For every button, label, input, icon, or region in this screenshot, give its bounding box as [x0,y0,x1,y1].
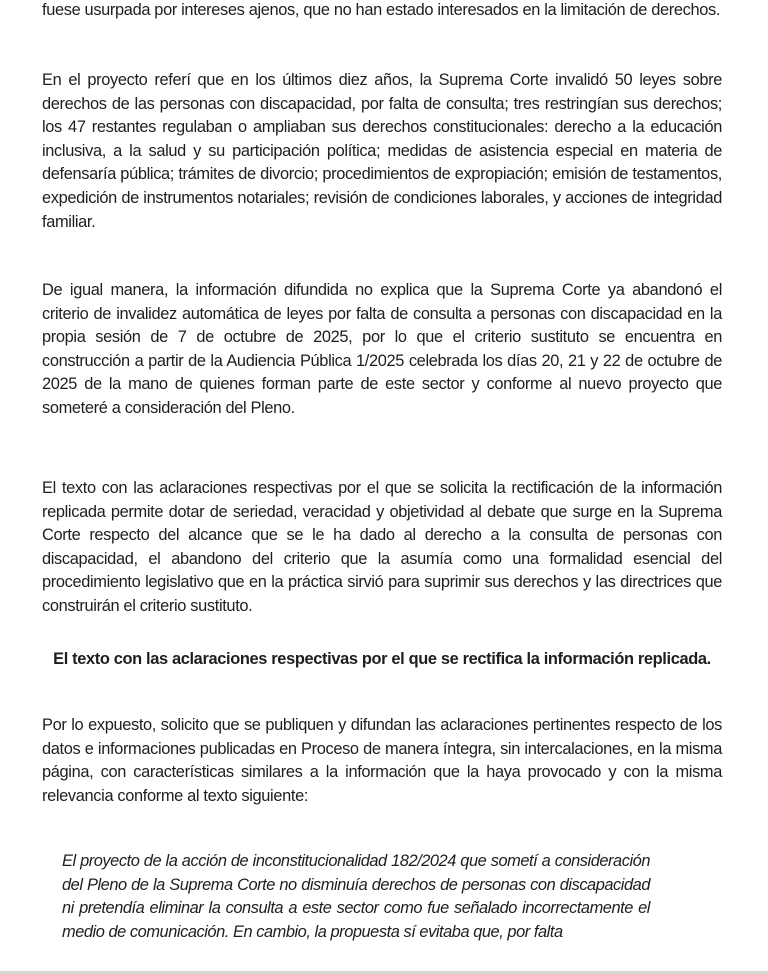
section-heading: El texto con las aclaraciones respectivas por el que se rectifica la información replicada. [53,650,711,668]
paragraph-de-igual-manera: De igual manera, la información difundida no explica que la Suprema Corte ya abandonó el criterio de invalidez automática de leyes por falta de consulta a personas con discapacidad en la propia sesión de 7 de octubre de 2025, por lo que el criterio sustituto se encuentra en construcción a partir de la Audiencia Pública 1/2025 celebrada los días 20, 21 y 22 de octubre de 2025 de la mano de quienes forman parte de este sector y conforme al nuevo proyecto que someteré a consideración del Pleno. [42,281,722,417]
paragraph-usurpada: fuese usurpada por intereses ajenos, que no han estado interesados en la limitación de derechos. [42,1,721,19]
paragraph-proyecto-referi: En el proyecto referí que en los últimos diez años, la Suprema Corte invalidó 50 leyes sobre derechos de las personas con discapacidad, por falta de consulta; tres restringían sus derechos; los 47 restantes regulaban o ampliaban sus derechos constitucionales: derecho a la educación inclusiva, a la salud y su participación política; medidas de asistencia especial en materia de defensaría pública; trámites de divorcio; procedimientos de expropiación; emisión de testamentos, expedición de instrumentos notariales; revisión de condiciones laborales, y acciones de integridad familiar. [42,71,722,231]
paragraph-texto-aclaraciones: El texto con las aclaraciones respectivas por el que se solicita la rectificación de la información replicada permite dotar de seriedad, veracidad y objetividad al debate que surge en la Suprema Corte respecto del alcance que se le ha dado al derecho a la consulta de personas con discapacidad, el abandono del criterio que la asumía como una formalidad esencial del procedimiento legislativo que en la práctica sirvió para suprimir sus derechos y las directrices que construirán el criterio sustituto. [42,479,722,615]
paragraph-por-lo-expuesto: Por lo expuesto, solicito que se publiquen y difundan las aclaraciones pertinentes respecto de los datos e informaciones publicadas en Proceso de manera íntegra, sin intercalaciones, en la misma página, con características similares a la información que la haya provocado y con la misma relevancia conforme al texto siguiente: [42,716,722,805]
quoted-rectification-text: El proyecto de la acción de inconstitucionalidad 182/2024 que sometí a consideración del Pleno de la Suprema Corte no disminuía derechos de personas con discapacidad ni pretendía eliminar la consulta a este sector como fue señalado incorrectamente el medio de comunicación. En cambio, la propuesta sí evitaba que, por falta [62,852,650,941]
